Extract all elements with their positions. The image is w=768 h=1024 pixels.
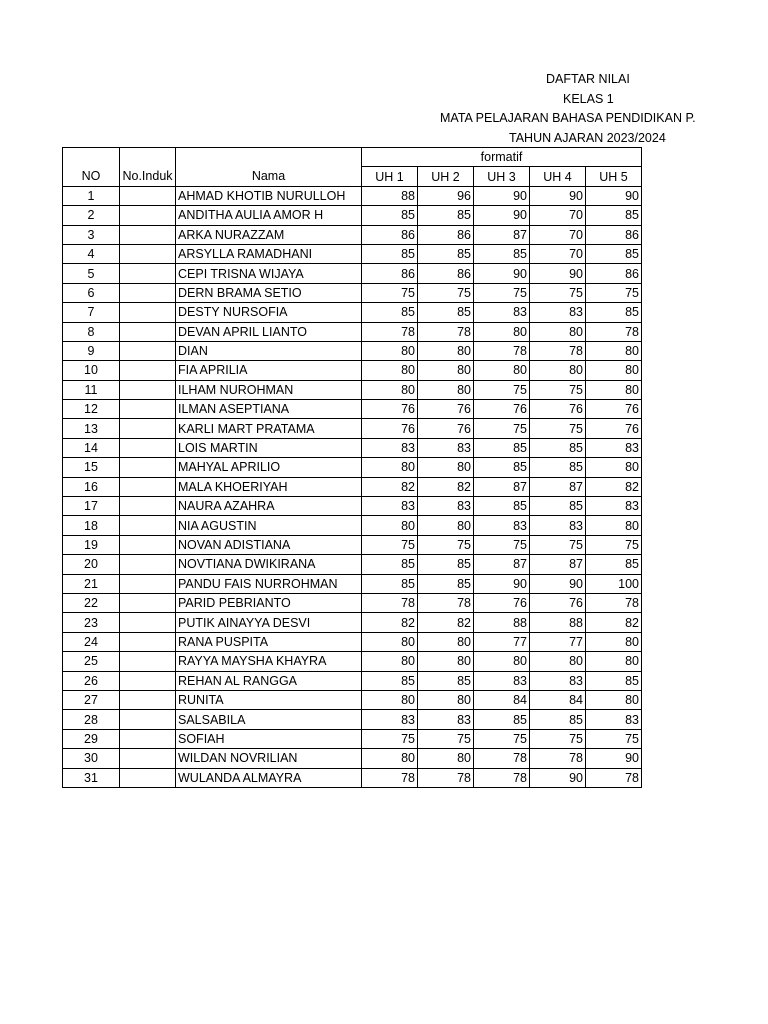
cell-uh2: 85 (418, 671, 474, 690)
cell-no: 9 (63, 341, 120, 360)
table-row (63, 361, 642, 380)
cell-uh1: 80 (362, 341, 418, 360)
cell-nama: PARID PEBRIANTO (176, 593, 362, 612)
cell-uh5: 80 (586, 380, 642, 399)
cell-nama: NOVAN ADISTIANA (176, 535, 362, 554)
cell-uh5: 83 (586, 497, 642, 516)
cell-uh1: 83 (362, 710, 418, 729)
cell-uh2: 82 (418, 613, 474, 632)
cell-uh5: 82 (586, 613, 642, 632)
table-row (63, 206, 642, 225)
cell-uh3: 90 (474, 206, 530, 225)
cell-uh5: 90 (586, 186, 642, 205)
cell-uh5: 85 (586, 244, 642, 263)
cell-uh1: 85 (362, 671, 418, 690)
cell-nama: NIA AGUSTIN (176, 516, 362, 535)
cell-uh2: 80 (418, 458, 474, 477)
cell-induk (120, 729, 176, 748)
cell-uh4: 90 (530, 574, 586, 593)
cell-uh4: 80 (530, 322, 586, 341)
cell-nama: NOVTIANA DWIKIRANA (176, 555, 362, 574)
cell-uh2: 76 (418, 400, 474, 419)
column-header-induk: No.Induk (120, 167, 176, 186)
cell-nama: RUNITA (176, 690, 362, 709)
cell-uh3: 83 (474, 671, 530, 690)
cell-uh5: 80 (586, 458, 642, 477)
cell-no: 31 (63, 768, 120, 787)
cell-uh5: 85 (586, 555, 642, 574)
cell-uh1: 75 (362, 729, 418, 748)
table-row (63, 380, 642, 399)
table-row (63, 186, 642, 205)
cell-uh5: 80 (586, 652, 642, 671)
cell-uh4: 87 (530, 477, 586, 496)
table-row (63, 497, 642, 516)
table-row (63, 322, 642, 341)
cell-induk (120, 419, 176, 438)
cell-uh1: 75 (362, 283, 418, 302)
cell-uh2: 80 (418, 749, 474, 768)
cell-uh4: 70 (530, 206, 586, 225)
cell-nama: MALA KHOERIYAH (176, 477, 362, 496)
cell-uh2: 85 (418, 303, 474, 322)
cell-uh1: 78 (362, 322, 418, 341)
cell-uh2: 83 (418, 438, 474, 457)
table-row (63, 283, 642, 302)
cell-uh4: 75 (530, 535, 586, 554)
cell-nama: MAHYAL APRILIO (176, 458, 362, 477)
cell-uh5: 90 (586, 749, 642, 768)
cell-uh4: 85 (530, 458, 586, 477)
cell-uh4: 76 (530, 400, 586, 419)
cell-uh1: 85 (362, 303, 418, 322)
cell-induk (120, 438, 176, 457)
table-row (63, 477, 642, 496)
cell-uh1: 80 (362, 632, 418, 651)
cell-nama: KARLI MART PRATAMA (176, 419, 362, 438)
column-header-uh3: UH 3 (474, 167, 530, 186)
grades-table (62, 147, 642, 788)
cell-nama: SOFIAH (176, 729, 362, 748)
cell-uh3: 75 (474, 419, 530, 438)
cell-uh4: 85 (530, 710, 586, 729)
cell-no: 28 (63, 710, 120, 729)
cell-nama: PUTIK AINAYYA DESVI (176, 613, 362, 632)
cell-induk (120, 690, 176, 709)
cell-uh5: 83 (586, 710, 642, 729)
cell-uh1: 88 (362, 186, 418, 205)
cell-no: 24 (63, 632, 120, 651)
cell-uh5: 85 (586, 206, 642, 225)
cell-uh5: 75 (586, 283, 642, 302)
header-spacer-induk (120, 148, 176, 167)
class-label: KELAS 1 (563, 92, 614, 106)
cell-nama: ARSYLLA RAMADHANI (176, 244, 362, 263)
cell-uh5: 78 (586, 593, 642, 612)
cell-induk (120, 244, 176, 263)
cell-uh2: 85 (418, 244, 474, 263)
cell-no: 2 (63, 206, 120, 225)
cell-uh5: 86 (586, 225, 642, 244)
cell-uh1: 82 (362, 477, 418, 496)
cell-uh3: 75 (474, 283, 530, 302)
cell-no: 19 (63, 535, 120, 554)
cell-induk (120, 516, 176, 535)
cell-uh1: 80 (362, 652, 418, 671)
cell-uh4: 76 (530, 593, 586, 612)
cell-induk (120, 671, 176, 690)
cell-uh4: 83 (530, 516, 586, 535)
cell-nama: CEPI TRISNA WIJAYA (176, 264, 362, 283)
cell-uh2: 78 (418, 322, 474, 341)
cell-uh2: 83 (418, 710, 474, 729)
cell-uh4: 75 (530, 283, 586, 302)
cell-uh2: 82 (418, 477, 474, 496)
cell-uh3: 88 (474, 613, 530, 632)
cell-uh2: 75 (418, 729, 474, 748)
cell-induk (120, 322, 176, 341)
cell-no: 16 (63, 477, 120, 496)
cell-uh1: 75 (362, 535, 418, 554)
cell-induk (120, 264, 176, 283)
table-row (63, 710, 642, 729)
cell-uh1: 78 (362, 768, 418, 787)
cell-uh4: 85 (530, 497, 586, 516)
cell-uh3: 85 (474, 438, 530, 457)
cell-uh1: 80 (362, 516, 418, 535)
cell-uh2: 80 (418, 341, 474, 360)
cell-uh1: 83 (362, 438, 418, 457)
header-row-columns (63, 167, 642, 186)
cell-no: 23 (63, 613, 120, 632)
cell-uh3: 87 (474, 225, 530, 244)
cell-uh3: 90 (474, 186, 530, 205)
cell-uh2: 85 (418, 574, 474, 593)
table-row (63, 555, 642, 574)
cell-uh3: 90 (474, 574, 530, 593)
cell-induk (120, 458, 176, 477)
cell-uh2: 80 (418, 361, 474, 380)
cell-uh3: 83 (474, 303, 530, 322)
cell-uh2: 78 (418, 593, 474, 612)
cell-uh3: 75 (474, 729, 530, 748)
table-row (63, 264, 642, 283)
cell-uh5: 80 (586, 341, 642, 360)
cell-uh3: 80 (474, 322, 530, 341)
cell-uh4: 70 (530, 225, 586, 244)
cell-uh3: 84 (474, 690, 530, 709)
column-header-uh1: UH 1 (362, 167, 418, 186)
cell-induk (120, 380, 176, 399)
cell-uh3: 87 (474, 555, 530, 574)
cell-uh4: 75 (530, 419, 586, 438)
cell-uh1: 86 (362, 225, 418, 244)
cell-uh1: 85 (362, 206, 418, 225)
cell-uh4: 90 (530, 186, 586, 205)
cell-no: 12 (63, 400, 120, 419)
school-year-label: TAHUN AJARAN 2023/2024 (509, 131, 666, 145)
cell-uh4: 83 (530, 303, 586, 322)
cell-nama: DIAN (176, 341, 362, 360)
cell-uh5: 78 (586, 768, 642, 787)
cell-uh1: 80 (362, 458, 418, 477)
cell-no: 10 (63, 361, 120, 380)
cell-no: 5 (63, 264, 120, 283)
cell-no: 20 (63, 555, 120, 574)
cell-uh5: 80 (586, 632, 642, 651)
cell-induk (120, 632, 176, 651)
column-header-uh4: UH 4 (530, 167, 586, 186)
cell-uh2: 80 (418, 652, 474, 671)
cell-uh4: 87 (530, 555, 586, 574)
cell-uh3: 75 (474, 380, 530, 399)
cell-uh3: 83 (474, 516, 530, 535)
cell-uh1: 85 (362, 555, 418, 574)
cell-uh1: 85 (362, 244, 418, 263)
cell-uh5: 85 (586, 303, 642, 322)
cell-uh2: 96 (418, 186, 474, 205)
cell-no: 3 (63, 225, 120, 244)
cell-induk (120, 283, 176, 302)
table-row (63, 341, 642, 360)
column-header-nama: Nama (176, 167, 362, 186)
table-row (63, 244, 642, 263)
cell-nama: DESTY NURSOFIA (176, 303, 362, 322)
cell-no: 15 (63, 458, 120, 477)
cell-uh1: 78 (362, 593, 418, 612)
cell-uh5: 80 (586, 690, 642, 709)
table-row (63, 400, 642, 419)
cell-uh3: 90 (474, 264, 530, 283)
header-spacer-nama (176, 148, 362, 167)
cell-uh3: 78 (474, 768, 530, 787)
cell-uh4: 80 (530, 652, 586, 671)
cell-uh2: 80 (418, 690, 474, 709)
cell-nama: ANDITHA AULIA AMOR H (176, 206, 362, 225)
cell-no: 26 (63, 671, 120, 690)
cell-uh4: 70 (530, 244, 586, 263)
cell-uh1: 85 (362, 574, 418, 593)
cell-nama: ILHAM NUROHMAN (176, 380, 362, 399)
formatif-group-header: formatif (362, 148, 642, 167)
cell-induk (120, 477, 176, 496)
cell-no: 1 (63, 186, 120, 205)
cell-no: 6 (63, 283, 120, 302)
cell-uh5: 75 (586, 729, 642, 748)
cell-uh1: 80 (362, 361, 418, 380)
cell-uh3: 87 (474, 477, 530, 496)
cell-nama: FIA APRILIA (176, 361, 362, 380)
cell-nama: REHAN AL RANGGA (176, 671, 362, 690)
table-row (63, 535, 642, 554)
cell-uh1: 76 (362, 419, 418, 438)
cell-uh5: 100 (586, 574, 642, 593)
cell-uh4: 77 (530, 632, 586, 651)
cell-nama: ARKA NURAZZAM (176, 225, 362, 244)
table-row (63, 729, 642, 748)
cell-uh4: 78 (530, 341, 586, 360)
cell-induk (120, 574, 176, 593)
header-spacer-no (63, 148, 120, 167)
cell-uh5: 76 (586, 400, 642, 419)
cell-uh3: 85 (474, 497, 530, 516)
cell-uh2: 83 (418, 497, 474, 516)
cell-nama: RANA PUSPITA (176, 632, 362, 651)
cell-no: 25 (63, 652, 120, 671)
cell-induk (120, 206, 176, 225)
cell-uh4: 75 (530, 380, 586, 399)
cell-no: 11 (63, 380, 120, 399)
header-row-group (63, 148, 642, 167)
cell-nama: ILMAN ASEPTIANA (176, 400, 362, 419)
cell-uh1: 86 (362, 264, 418, 283)
cell-no: 14 (63, 438, 120, 457)
cell-uh4: 80 (530, 361, 586, 380)
cell-uh5: 75 (586, 535, 642, 554)
cell-nama: LOIS MARTIN (176, 438, 362, 457)
cell-nama: NAURA AZAHRA (176, 497, 362, 516)
cell-uh3: 75 (474, 535, 530, 554)
cell-induk (120, 497, 176, 516)
cell-no: 13 (63, 419, 120, 438)
table-row (63, 690, 642, 709)
cell-uh3: 85 (474, 244, 530, 263)
cell-uh1: 80 (362, 749, 418, 768)
cell-induk (120, 768, 176, 787)
cell-nama: PANDU FAIS NURROHMAN (176, 574, 362, 593)
cell-uh3: 78 (474, 749, 530, 768)
cell-no: 30 (63, 749, 120, 768)
cell-uh4: 84 (530, 690, 586, 709)
table-row (63, 632, 642, 651)
cell-uh3: 76 (474, 400, 530, 419)
cell-induk (120, 225, 176, 244)
cell-no: 22 (63, 593, 120, 612)
cell-uh4: 90 (530, 264, 586, 283)
column-header-uh5: UH 5 (586, 167, 642, 186)
cell-no: 27 (63, 690, 120, 709)
cell-uh2: 80 (418, 380, 474, 399)
cell-uh4: 90 (530, 768, 586, 787)
table-row (63, 574, 642, 593)
cell-uh5: 82 (586, 477, 642, 496)
cell-induk (120, 361, 176, 380)
cell-nama: RAYYA MAYSHA KHAYRA (176, 652, 362, 671)
cell-nama: DERN BRAMA SETIO (176, 283, 362, 302)
column-header-uh2: UH 2 (418, 167, 474, 186)
cell-uh5: 86 (586, 264, 642, 283)
cell-induk (120, 303, 176, 322)
cell-induk (120, 749, 176, 768)
cell-uh2: 86 (418, 225, 474, 244)
cell-induk (120, 555, 176, 574)
cell-uh4: 78 (530, 749, 586, 768)
cell-uh2: 85 (418, 555, 474, 574)
cell-uh5: 80 (586, 516, 642, 535)
table-row (63, 458, 642, 477)
subject-label: MATA PELAJARAN BAHASA PENDIDIKAN P. (440, 111, 696, 125)
cell-induk (120, 593, 176, 612)
table-row (63, 671, 642, 690)
cell-uh3: 77 (474, 632, 530, 651)
cell-uh3: 80 (474, 361, 530, 380)
cell-uh4: 88 (530, 613, 586, 632)
cell-no: 7 (63, 303, 120, 322)
cell-uh2: 78 (418, 768, 474, 787)
cell-induk (120, 341, 176, 360)
cell-induk (120, 613, 176, 632)
cell-uh1: 80 (362, 690, 418, 709)
cell-induk (120, 652, 176, 671)
cell-nama: AHMAD KHOTIB NURULLOH (176, 186, 362, 205)
cell-uh1: 76 (362, 400, 418, 419)
cell-uh3: 80 (474, 652, 530, 671)
cell-uh2: 86 (418, 264, 474, 283)
cell-induk (120, 535, 176, 554)
cell-uh5: 78 (586, 322, 642, 341)
cell-no: 21 (63, 574, 120, 593)
table-row (63, 593, 642, 612)
cell-uh4: 85 (530, 438, 586, 457)
cell-no: 18 (63, 516, 120, 535)
cell-uh2: 80 (418, 632, 474, 651)
cell-uh5: 76 (586, 419, 642, 438)
cell-uh2: 80 (418, 516, 474, 535)
cell-nama: WILDAN NOVRILIAN (176, 749, 362, 768)
cell-induk (120, 186, 176, 205)
cell-uh3: 78 (474, 341, 530, 360)
cell-no: 4 (63, 244, 120, 263)
table-row (63, 749, 642, 768)
cell-uh2: 75 (418, 283, 474, 302)
grades-table-body (63, 186, 642, 787)
cell-uh5: 83 (586, 438, 642, 457)
table-row (63, 516, 642, 535)
cell-no: 17 (63, 497, 120, 516)
cell-uh4: 83 (530, 671, 586, 690)
table-row (63, 303, 642, 322)
document-title: DAFTAR NILAI (546, 72, 630, 86)
cell-induk (120, 710, 176, 729)
cell-uh5: 80 (586, 361, 642, 380)
cell-nama: DEVAN APRIL LIANTO (176, 322, 362, 341)
cell-uh1: 83 (362, 497, 418, 516)
column-header-no: NO (63, 167, 120, 186)
table-row (63, 419, 642, 438)
cell-no: 29 (63, 729, 120, 748)
cell-uh3: 85 (474, 458, 530, 477)
cell-uh4: 75 (530, 729, 586, 748)
cell-uh3: 85 (474, 710, 530, 729)
table-row (63, 438, 642, 457)
table-row (63, 768, 642, 787)
cell-no: 8 (63, 322, 120, 341)
cell-uh3: 76 (474, 593, 530, 612)
cell-uh2: 76 (418, 419, 474, 438)
table-row (63, 613, 642, 632)
cell-uh1: 82 (362, 613, 418, 632)
cell-uh5: 85 (586, 671, 642, 690)
cell-induk (120, 400, 176, 419)
cell-nama: SALSABILA (176, 710, 362, 729)
cell-uh2: 75 (418, 535, 474, 554)
cell-uh2: 85 (418, 206, 474, 225)
cell-nama: WULANDA ALMAYRA (176, 768, 362, 787)
table-row (63, 652, 642, 671)
table-row (63, 225, 642, 244)
cell-uh1: 80 (362, 380, 418, 399)
